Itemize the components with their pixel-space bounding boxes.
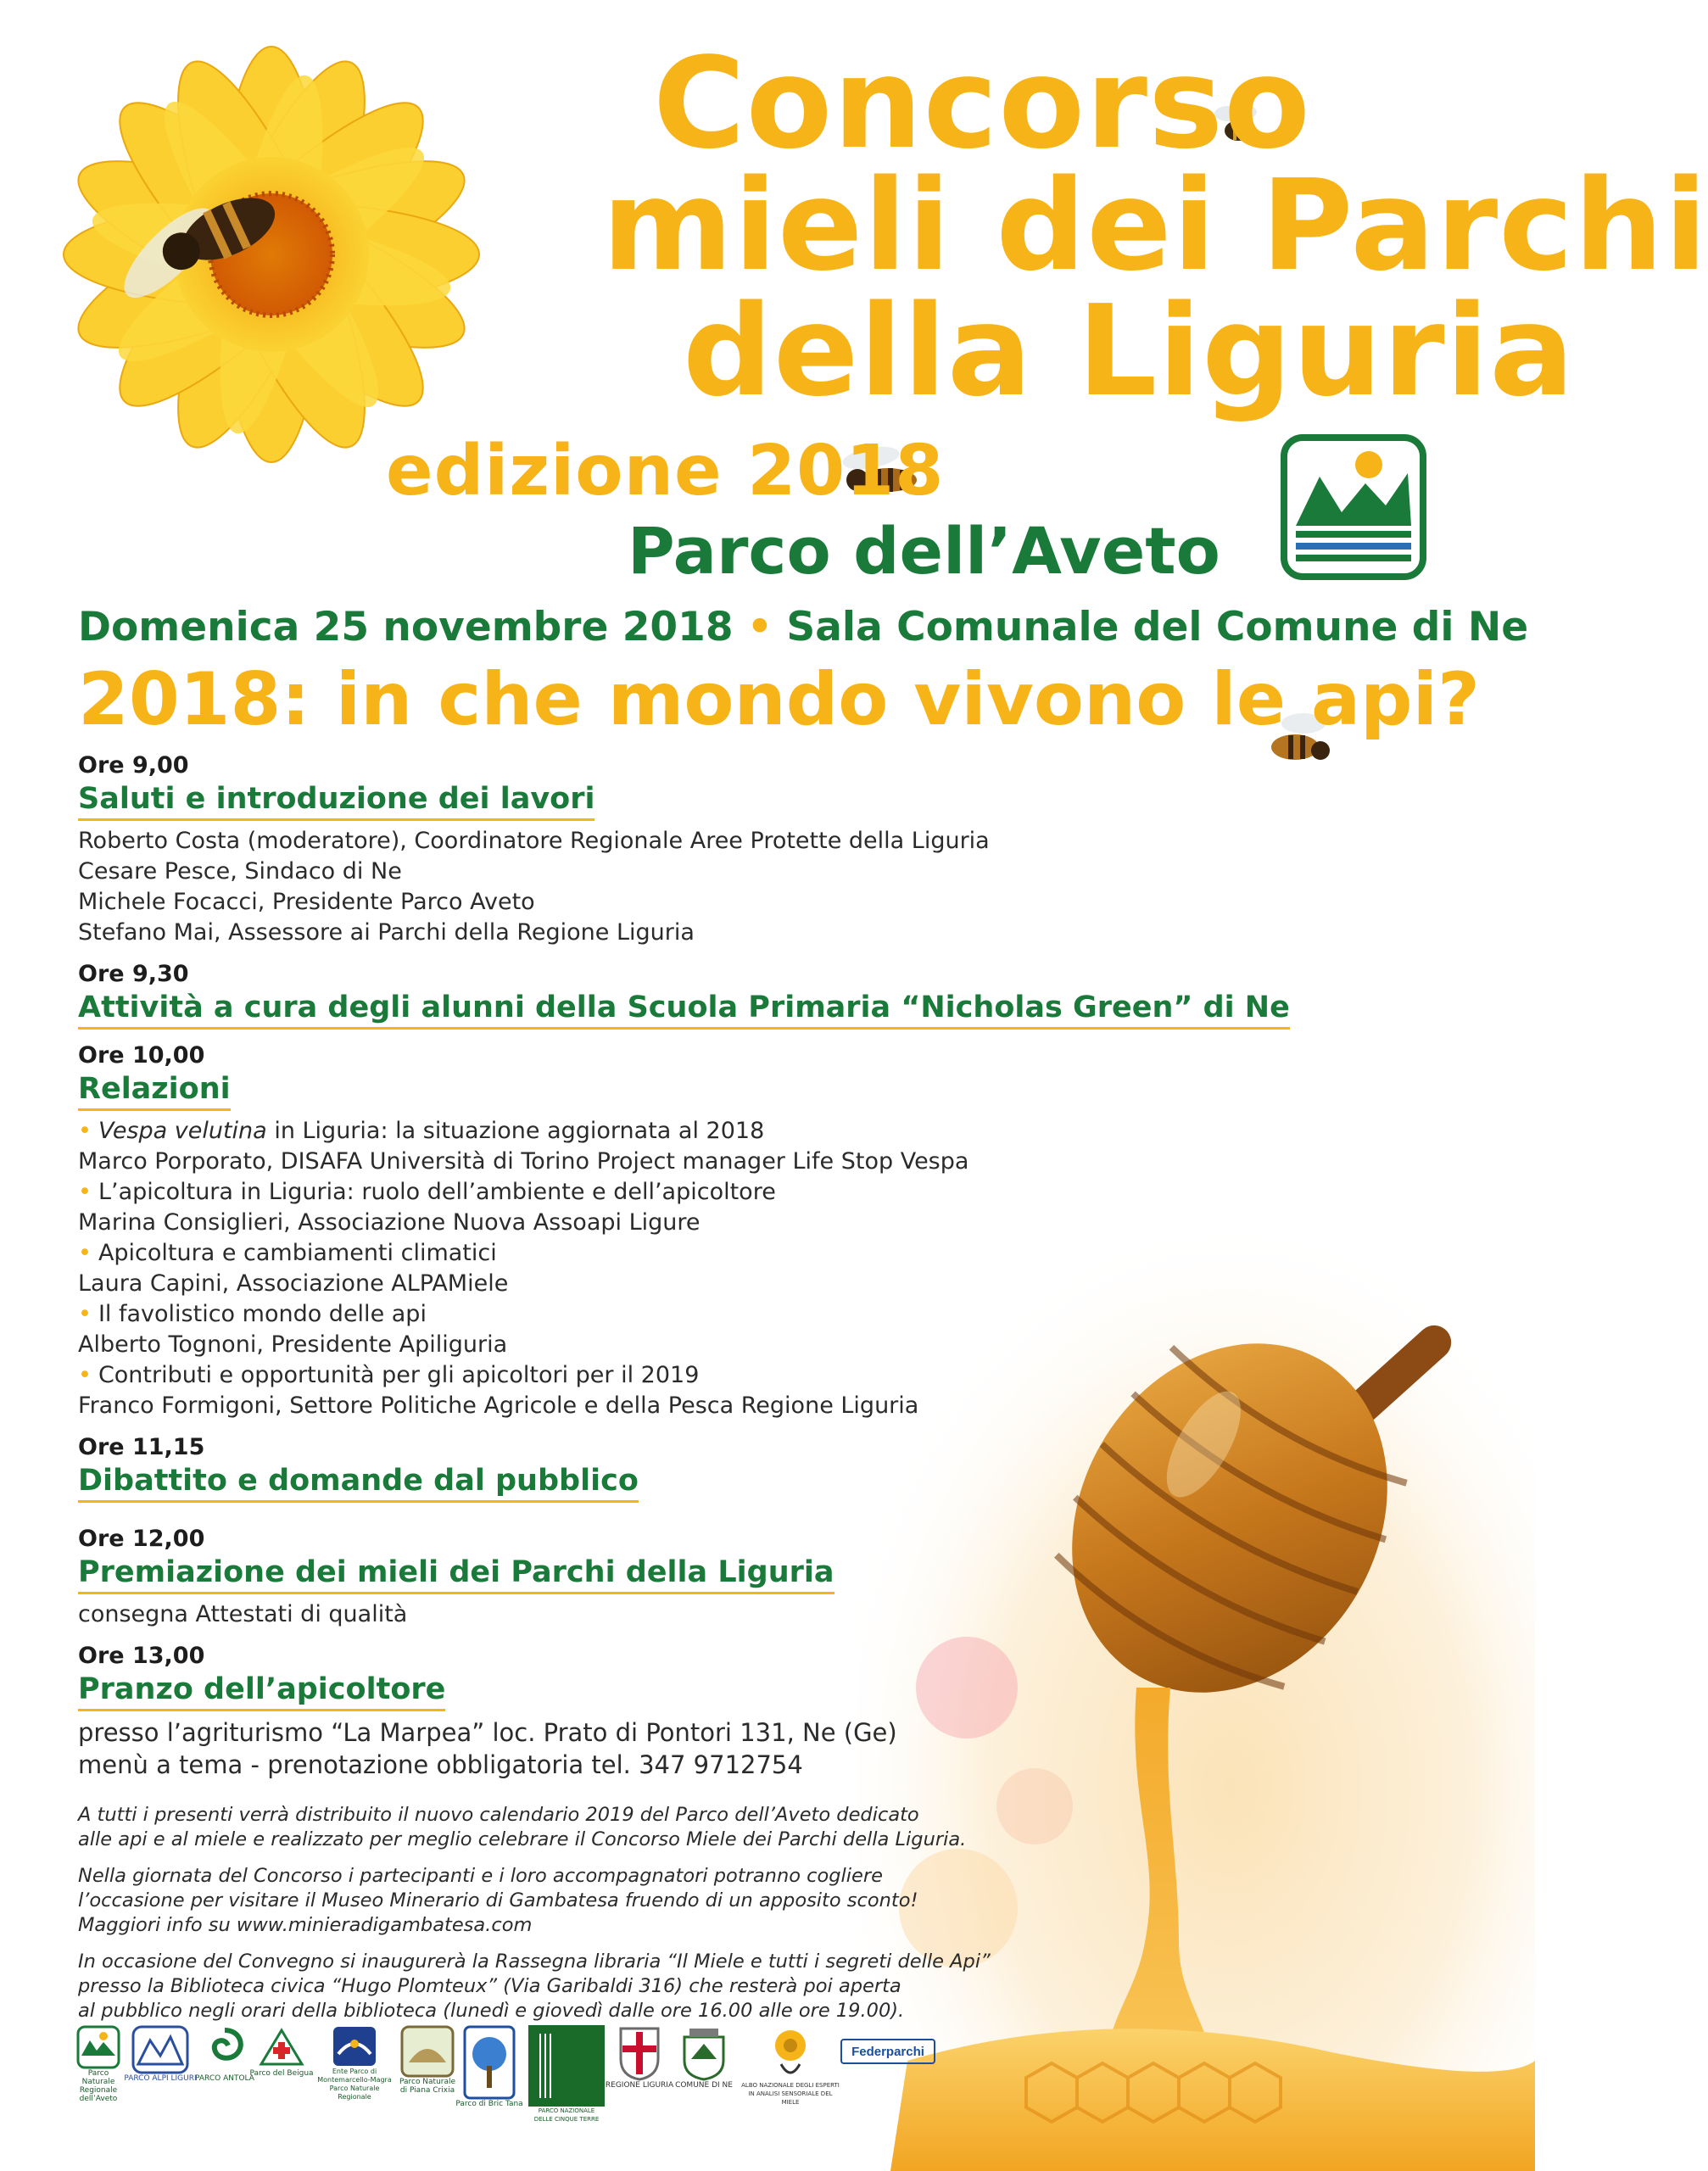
comune-ne-logo: COMUNE DI NE <box>673 2025 734 2090</box>
federparchi-logo: Federparchi <box>841 2039 935 2064</box>
alpi-liguri-logo: PARCO ALPI LIGURI <box>131 2025 190 2083</box>
session-time: Ore 10,00 <box>78 1042 205 1069</box>
session-line: Stefano Mai, Assessore ai Parchi della Regione Liguria <box>78 919 695 946</box>
antola-logo: PARCO ANTOLA <box>195 2025 254 2083</box>
note-line: l’occasione per visitare il Museo Minerario di Gambatesa fruendo di un apposito sconto! <box>78 1889 918 1911</box>
program-schedule <box>78 751 1290 2023</box>
event-date: Domenica 25 novembre 2018 <box>78 604 734 650</box>
talk-topic: • Vespa velutina in Liguria: la situazione aggiornata al 2018 <box>78 1118 765 1144</box>
event-theme: 2018: in che mondo vivono le api? <box>78 657 1480 742</box>
session-title: Attività a cura degli alunni della Scuola Primaria “Nicholas Green” di Ne <box>78 989 1290 1030</box>
piana-crixia-logo: Parco Naturale di Piana Crixia <box>397 2025 458 2095</box>
note-block <box>78 1864 977 1938</box>
session-title: Relazioni <box>78 1070 231 1111</box>
session-time: Ore 11,15 <box>78 1434 205 1460</box>
park-name: Parco dell’Aveto <box>628 513 1220 589</box>
event-venue: Sala Comunale del Comune di Ne <box>786 604 1529 650</box>
session-line: menù a tema - prenotazione obbligatoria tel. 347 9712754 <box>78 1750 803 1779</box>
note-line: A tutti i presenti verrà distribuito il nuovo calendario 2019 del Parco dell’Aveto dedicato <box>78 1804 919 1826</box>
talk-speaker: Franco Formigoni, Settore Politiche Agricole e della Pesca Regione Liguria <box>78 1392 919 1419</box>
session-title: Pranzo dell’apicoltore <box>78 1671 445 1711</box>
event-date-venue <box>78 604 1528 650</box>
beigua-logo: Parco del Beigua <box>256 2025 307 2078</box>
session-time: Ore 9,30 <box>78 961 189 987</box>
note-line: presso la Biblioteca civica “Hugo Plomteux” (Via Garibaldi 316) che resterà poi aperta <box>78 1975 901 1997</box>
session-line: Michele Focacci, Presidente Parco Aveto <box>78 889 535 915</box>
note-block <box>78 1950 991 2023</box>
note-block <box>78 1803 977 1852</box>
bullet-icon: • <box>78 1240 92 1266</box>
note-line: Nella giornata del Concorso i partecipanti e i loro accompagnatori potranno cogliere <box>78 1865 883 1887</box>
talk-topic: • L’apicoltura in Liguria: ruolo dell’ambiente e dell’apicoltore <box>78 1179 776 1205</box>
partner-logos <box>75 2025 940 2123</box>
session-title: Premiazione dei mieli dei Parchi della Liguria <box>78 1554 834 1594</box>
montemarcello-logo: Ente Parco di Montemarcello-Magra Parco Naturale Regionale <box>314 2025 395 2101</box>
poster-title-line-3: della Liguria <box>683 278 1576 424</box>
note-line: Maggiori info su www.minieradigambatesa.com <box>78 1914 533 1936</box>
aveto-logo: Parco Naturale Regionale dell’Aveto <box>75 2025 122 2103</box>
bullet-icon: • <box>78 1301 92 1327</box>
separator-dot: • <box>746 604 773 650</box>
cinque-terre-logo: PARCO NAZIONALE DELLE CINQUE TERRE <box>527 2025 606 2124</box>
bullet-icon: • <box>78 1179 92 1205</box>
session-title: Dibattito e domande dal pubblico <box>78 1462 639 1503</box>
session-line: consegna Attestati di qualità <box>78 1601 408 1627</box>
poster-title-line-1: Concorso <box>653 31 1311 176</box>
talk-speaker: Marina Consiglieri, Associazione Nuova Assoapi Ligure <box>78 1209 701 1236</box>
session-line: presso l’agriturismo “La Marpea” loc. Prato di Pontori 131, Ne (Ge) <box>78 1718 897 1747</box>
regione-liguria-logo: REGIONE LIGURIA <box>614 2025 665 2090</box>
note-line: alle api e al miele e realizzato per meglio celebrare il Concorso Miele dei Parchi della Liguria. <box>78 1828 967 1850</box>
bullet-icon: • <box>78 1118 92 1144</box>
edition-label: edizione 2018 <box>386 431 945 511</box>
session-line: Cesare Pesce, Sindaco di Ne <box>78 858 402 885</box>
talk-speaker: Laura Capini, Associazione ALPAMiele <box>78 1270 509 1297</box>
session-time: Ore 12,00 <box>78 1526 205 1552</box>
bric-tana-logo: Parco di Bric Tana <box>461 2025 517 2108</box>
talk-speaker: Marco Porporato, DISAFA Università di Torino Project manager Life Stop Vespa <box>78 1148 969 1175</box>
talk-topic: • Il favolistico mondo delle api <box>78 1301 427 1327</box>
note-line: al pubblico negli orari della biblioteca (lunedì e giovedì dalle ore 16.00 alle ore 19.00). <box>78 2000 905 2022</box>
talk-topic: • Apicoltura e cambiamenti climatici <box>78 1240 497 1266</box>
parco-aveto-logo-icon <box>1281 434 1426 580</box>
session-time: Ore 13,00 <box>78 1643 205 1669</box>
flower-with-bee-image <box>34 17 509 475</box>
albo-esperti-logo: ALBO NAZIONALE DEGLI ESPERTI IN ANALISI SENSORIALE DEL MIELE <box>740 2025 841 2107</box>
poster-title-line-2: mieli dei Parchi <box>602 153 1708 299</box>
session-title: Saluti e introduzione dei lavori <box>78 780 594 821</box>
note-line: In occasione del Convegno si inaugurerà la Rassegna libraria “Il Miele e tutti i segreti delle Api” <box>78 1951 991 1973</box>
session-time: Ore 9,00 <box>78 752 189 779</box>
session-line: Roberto Costa (moderatore), Coordinatore Regionale Aree Protette della Liguria <box>78 828 990 854</box>
talk-topic: • Contributi e opportunità per gli apicoltori per il 2019 <box>78 1362 700 1388</box>
talk-speaker: Alberto Tognoni, Presidente Apiliguria <box>78 1331 508 1358</box>
bullet-icon: • <box>78 1362 92 1388</box>
